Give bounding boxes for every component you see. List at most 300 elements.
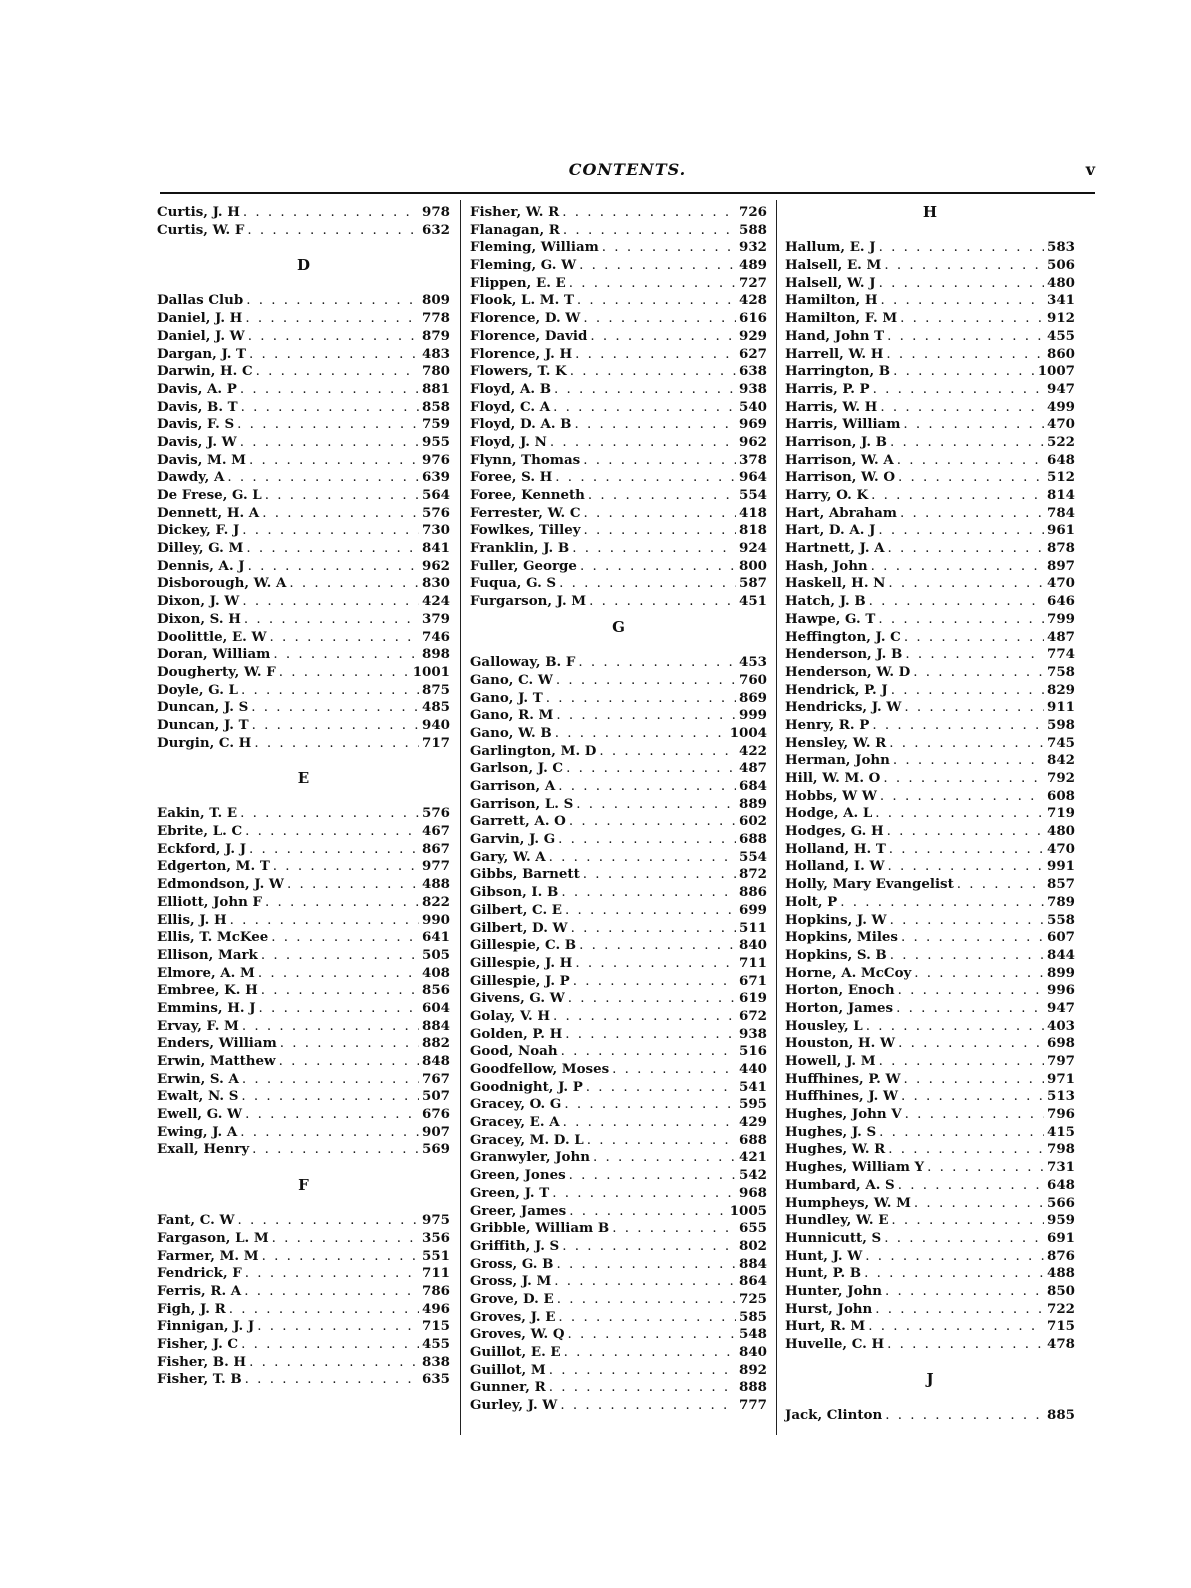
entry-page-number: 800 (739, 557, 767, 574)
entry-page-number: 488 (422, 876, 450, 893)
entry-name: Hobbs, W W (785, 787, 877, 804)
dot-leader (289, 575, 419, 593)
dot-leader (244, 611, 419, 629)
dot-leader (562, 1238, 736, 1256)
index-entry (785, 841, 1075, 859)
index-entry (785, 275, 1075, 293)
entry-page-number: 691 (1047, 1229, 1075, 1246)
entry-page-number: 513 (1047, 1088, 1075, 1105)
entry-page-number: 408 (422, 964, 450, 981)
entry-name: Flook, L. M. T (470, 292, 574, 309)
entry-name: Elmore, A. M (157, 964, 255, 981)
dot-leader (903, 416, 1044, 434)
entry-name: Edmondson, J. W (157, 876, 284, 893)
entry-page-number: 512 (1047, 469, 1075, 486)
index-entry (157, 204, 450, 222)
dot-leader (279, 664, 410, 682)
dot-leader (555, 725, 727, 743)
dot-leader (245, 1265, 419, 1283)
entry-page-number: 715 (422, 1318, 450, 1335)
entry-name: Flippen, E. E (470, 274, 566, 291)
index-entry (470, 707, 767, 725)
index-entry (785, 912, 1075, 930)
entry-page-number: 940 (422, 716, 450, 733)
entry-page-number: 341 (1047, 292, 1075, 309)
index-entry (157, 505, 450, 523)
index-entry (785, 558, 1075, 576)
entry-name: Erwin, S. A (157, 1070, 239, 1087)
index-entry (157, 346, 450, 364)
dot-leader (873, 381, 1044, 399)
dot-leader (872, 717, 1044, 735)
entry-name: Hurt, R. M (785, 1318, 866, 1335)
index-entry (785, 487, 1075, 505)
entry-name: Holt, P (785, 893, 838, 910)
entry-page-number: 505 (422, 946, 450, 963)
entry-page-number: 516 (739, 1043, 767, 1060)
entry-page-number: 799 (1047, 610, 1075, 627)
index-entry (157, 629, 450, 647)
index-entry (157, 1301, 450, 1319)
page-number: v (1085, 160, 1095, 179)
entry-page-number: 882 (422, 1035, 450, 1052)
dot-leader (576, 796, 736, 814)
entry-name: Hughes, W. R (785, 1141, 886, 1158)
entry-name: Hunt, J. W (785, 1247, 863, 1264)
index-entry (470, 1043, 767, 1061)
dot-leader (227, 469, 419, 487)
entry-page-number: 722 (1047, 1300, 1075, 1317)
entry-page-number: 911 (1047, 699, 1075, 716)
dot-leader (245, 823, 419, 841)
index-column-1 (157, 204, 450, 1389)
index-entry (785, 1195, 1075, 1213)
entry-name: Davis, B. T (157, 398, 238, 415)
entry-page-number: 671 (739, 972, 767, 989)
entry-page-number: 699 (739, 901, 767, 918)
entry-page-number: 841 (422, 540, 450, 557)
index-entry (785, 1000, 1075, 1018)
entry-name: Haskell, H. N (785, 575, 886, 592)
entry-page-number: 403 (1047, 1017, 1075, 1034)
entry-page-number: 745 (1047, 734, 1075, 751)
entry-page-number: 975 (422, 1212, 450, 1229)
dot-leader (586, 1079, 736, 1097)
entry-page-number: 672 (739, 1007, 767, 1024)
entry-name: Edgerton, M. T (157, 858, 270, 875)
index-entry (470, 452, 767, 470)
entry-page-number: 499 (1047, 398, 1075, 415)
entry-name: Galloway, B. F (470, 654, 576, 671)
entry-name: Harry, O. K (785, 487, 869, 503)
dot-leader (564, 1096, 736, 1114)
index-entry (785, 858, 1075, 876)
entry-page-number: 840 (739, 937, 767, 954)
entry-page-number: 961 (1047, 522, 1075, 539)
entry-name: Exall, Henry (157, 1141, 250, 1158)
entry-page-number: 860 (1047, 345, 1075, 362)
index-entry (785, 1088, 1075, 1106)
dot-leader (241, 1336, 419, 1354)
index-entry (470, 813, 767, 831)
dot-leader (888, 540, 1044, 558)
entry-name: Gross, G. B (470, 1255, 554, 1272)
entry-page-number: 627 (739, 345, 767, 362)
entry-page-number: 648 (1047, 451, 1075, 468)
entry-name: Fargason, L. M (157, 1229, 269, 1246)
entry-page-number: 802 (739, 1237, 767, 1254)
entry-name: Florence, J. H (470, 345, 573, 362)
dot-leader (888, 575, 1044, 593)
entry-page-number: 595 (739, 1096, 767, 1113)
index-entry (470, 955, 767, 973)
index-entry (470, 1079, 767, 1097)
entry-name: Holly, Mary Evangelist (785, 876, 954, 893)
index-entry (470, 434, 767, 452)
entry-page-number: 850 (1047, 1282, 1075, 1299)
entry-name: Fisher, B. H (157, 1353, 247, 1370)
entry-page-number: 814 (1047, 487, 1075, 503)
index-entry (785, 1071, 1075, 1089)
entry-page-number: 725 (739, 1290, 767, 1307)
dot-leader (887, 1336, 1044, 1354)
entry-name: Garlson, J. C (470, 760, 564, 777)
index-entry (157, 735, 450, 753)
entry-name: Dilley, G. M (157, 540, 244, 557)
entry-page-number: 844 (1047, 946, 1075, 963)
index-entry (785, 982, 1075, 1000)
dot-leader (248, 328, 419, 346)
entry-name: Harris, W. H (785, 398, 878, 415)
dot-leader (881, 292, 1045, 310)
entry-page-number: 892 (739, 1361, 767, 1378)
entry-name: Davis, F. S (157, 416, 235, 433)
entry-page-number: 604 (422, 999, 450, 1016)
dot-leader (879, 1124, 1044, 1142)
entry-page-number: 881 (422, 380, 450, 397)
index-entry (785, 1407, 1075, 1425)
index-entry (785, 452, 1075, 470)
entry-page-number: 964 (739, 469, 767, 486)
index-entry (785, 1212, 1075, 1230)
entry-page-number: 1007 (1037, 363, 1075, 380)
entry-name: Fleming, G. W (470, 257, 577, 274)
index-entry (157, 540, 450, 558)
entry-page-number: 778 (422, 310, 450, 327)
index-entry (470, 937, 767, 955)
entry-name: Groves, J. E (470, 1308, 556, 1325)
entry-name: Greer, James (470, 1202, 567, 1219)
entry-name: Ewing, J. A (157, 1123, 238, 1140)
entry-page-number: 608 (1047, 787, 1075, 804)
entry-page-number: 932 (739, 239, 767, 256)
entry-page-number: 842 (1047, 752, 1075, 769)
dot-leader (564, 1344, 736, 1362)
dot-leader (879, 1053, 1044, 1071)
entry-page-number: 684 (739, 778, 767, 794)
dot-leader (889, 735, 1044, 753)
dot-leader (602, 239, 736, 257)
entry-name: Hodges, G. H (785, 823, 884, 840)
dot-leader (561, 884, 736, 902)
index-entry (785, 1124, 1075, 1142)
entry-page-number: 822 (422, 893, 450, 910)
entry-page-number: 780 (422, 363, 450, 380)
entry-name: Hughes, J. S (785, 1123, 877, 1140)
entry-name: Gary, W. A (470, 848, 546, 865)
dot-leader (555, 469, 736, 487)
entry-page-number: 878 (1047, 540, 1075, 557)
index-entry (157, 682, 450, 700)
entry-name: Hendricks, J. W (785, 699, 902, 716)
entry-name: Gano, R. M (470, 707, 554, 724)
index-entry (470, 902, 767, 920)
entry-name: Holland, H. T (785, 840, 886, 857)
index-entry (157, 1106, 450, 1124)
dot-leader (557, 1291, 736, 1309)
dot-leader (565, 1026, 736, 1044)
entry-name: Gracey, M. D. L (470, 1131, 584, 1148)
entry-name: Housley, L (785, 1017, 863, 1034)
entry-page-number: 688 (739, 1131, 767, 1148)
entry-page-number: 938 (739, 380, 767, 397)
entry-name: Halsell, W. J (785, 274, 876, 291)
dot-leader (273, 646, 419, 664)
index-entry (785, 823, 1075, 841)
dot-leader (898, 1035, 1044, 1053)
index-entry (157, 1088, 450, 1106)
dot-leader (560, 1397, 736, 1415)
index-entry (470, 346, 767, 364)
index-entry (470, 1291, 767, 1309)
index-entry (785, 717, 1075, 735)
dot-leader (549, 1362, 736, 1380)
index-entry (470, 866, 767, 884)
entry-name: Garlington, M. D (470, 742, 597, 759)
entry-page-number: 478 (1047, 1336, 1075, 1352)
entry-page-number: 488 (1047, 1265, 1075, 1282)
entry-name: Hash, John (785, 557, 868, 574)
index-entry (785, 646, 1075, 664)
entry-page-number: 676 (422, 1106, 450, 1123)
entry-page-number: 789 (1047, 893, 1075, 910)
dot-leader (569, 1203, 727, 1221)
entry-page-number: 483 (422, 345, 450, 362)
entry-name: Green, J. T (470, 1184, 550, 1201)
index-entry (470, 558, 767, 576)
index-entry (785, 416, 1075, 434)
entry-name: Farmer, M. M (157, 1247, 259, 1264)
dot-leader (588, 487, 736, 505)
entry-name: Green, Jones (470, 1167, 566, 1184)
index-entry (785, 593, 1075, 611)
entry-page-number: 489 (739, 257, 767, 274)
index-entry (470, 920, 767, 938)
entry-name: Gracey, E. A (470, 1114, 560, 1131)
entry-page-number: 884 (422, 1017, 450, 1034)
entry-name: Good, Noah (470, 1043, 558, 1060)
index-entry (470, 796, 767, 814)
index-entry (785, 363, 1075, 381)
entry-page-number: 558 (1047, 911, 1075, 928)
dot-leader (914, 965, 1044, 983)
index-entry (470, 1132, 767, 1150)
entry-page-number: 830 (422, 575, 450, 592)
spacer (785, 222, 1075, 240)
dot-leader (247, 222, 419, 240)
entry-page-number: 818 (739, 522, 767, 539)
index-entry (157, 699, 450, 717)
entry-page-number: 470 (1047, 416, 1075, 433)
dot-leader (866, 1018, 1044, 1036)
spacer (785, 1389, 1075, 1407)
dot-leader (257, 1318, 419, 1336)
dot-leader (249, 346, 419, 364)
index-entry (785, 469, 1075, 487)
entry-name: Humbard, A. S (785, 1176, 895, 1193)
index-entry (470, 973, 767, 991)
section-heading: H (922, 203, 938, 221)
index-entry (470, 239, 767, 257)
index-entry (785, 1018, 1075, 1036)
entry-name: Foree, Kenneth (470, 487, 585, 503)
entry-page-number: 897 (1047, 557, 1075, 574)
entry-name: Hawpe, G. T (785, 610, 876, 627)
entry-name: Dickey, F. J (157, 522, 240, 539)
index-entry (470, 760, 767, 778)
index-entry (157, 611, 450, 629)
index-entry (157, 1035, 450, 1053)
dot-leader (565, 902, 736, 920)
entry-name: Flanagan, R (470, 221, 560, 238)
dot-leader (242, 593, 419, 611)
dot-leader (273, 858, 419, 876)
dot-leader (280, 1035, 419, 1053)
entry-page-number: 869 (739, 689, 767, 706)
entry-name: Hughes, John V (785, 1106, 902, 1123)
dot-leader (864, 1265, 1044, 1283)
entry-page-number: 487 (739, 760, 767, 777)
entry-name: Garrison, L. S (470, 795, 574, 812)
entry-name: Ewalt, N. S (157, 1088, 239, 1105)
dot-leader (563, 1114, 736, 1132)
entry-name: Gano, J. T (470, 689, 543, 706)
entry-name: Floyd, J. N (470, 433, 547, 450)
dot-leader (896, 1000, 1044, 1018)
index-entry (785, 346, 1075, 364)
dot-leader (258, 965, 419, 983)
entry-page-number: 767 (422, 1070, 450, 1087)
dot-leader (865, 1248, 1044, 1266)
dot-leader (259, 1000, 419, 1018)
index-entry (157, 717, 450, 735)
index-entry (470, 1256, 767, 1274)
entry-name: Hughes, William Y (785, 1159, 925, 1176)
index-entry (785, 1265, 1075, 1283)
entry-page-number: 554 (739, 487, 767, 503)
index-entry (157, 487, 450, 505)
index-entry (157, 1000, 450, 1018)
index-entry (785, 788, 1075, 806)
index-entry (785, 1053, 1075, 1071)
entry-page-number: 872 (739, 866, 767, 883)
entry-page-number: 777 (739, 1397, 767, 1414)
entry-name: Fleming, William (470, 239, 599, 256)
index-entry (157, 363, 450, 381)
index-entry (785, 1318, 1075, 1336)
entry-name: Dargan, J. T (157, 345, 247, 362)
index-entry (157, 982, 450, 1000)
dot-leader (897, 452, 1044, 470)
index-entry (157, 1053, 450, 1071)
dot-leader (575, 346, 736, 364)
dot-leader (246, 292, 419, 310)
index-entry (157, 469, 450, 487)
index-entry (470, 672, 767, 690)
dot-leader (893, 752, 1044, 770)
entry-name: Emmins, H. J (157, 999, 256, 1016)
spacer (157, 239, 450, 257)
dot-leader (574, 416, 736, 434)
index-entry (785, 1141, 1075, 1159)
entry-name: Hodge, A. L (785, 805, 873, 822)
dot-leader (242, 1018, 419, 1036)
index-entry (157, 1212, 450, 1230)
index-entry (157, 1265, 450, 1283)
entry-name: Furgarson, J. M (470, 593, 587, 610)
entry-name: Hallum, E. J (785, 239, 876, 256)
dot-leader (904, 629, 1044, 647)
index-entry (470, 575, 767, 593)
dot-leader (587, 1132, 736, 1150)
dot-leader (584, 522, 736, 540)
dot-leader (589, 593, 736, 611)
dot-leader (914, 1195, 1044, 1213)
entry-page-number: 541 (739, 1078, 767, 1095)
index-entry (157, 823, 450, 841)
index-entry (785, 239, 1075, 257)
entry-name: Heffington, J. C (785, 628, 901, 645)
dot-leader (240, 1124, 419, 1142)
entry-name: Duncan, J. T (157, 716, 249, 733)
dot-leader (612, 1220, 736, 1238)
entry-name: Flowers, T. K (470, 363, 567, 380)
dot-leader (893, 363, 1035, 381)
entry-name: Golay, V. H (470, 1007, 550, 1024)
dot-leader (556, 672, 736, 690)
entry-name: Dixon, S. H (157, 610, 241, 627)
entry-name: Hendrick, P. J (785, 681, 888, 698)
entry-page-number: 506 (1047, 257, 1075, 274)
index-entry (470, 990, 767, 1008)
index-entry (470, 1096, 767, 1114)
entry-name: Erwin, Matthew (157, 1053, 276, 1069)
index-entry (470, 1344, 767, 1362)
dot-leader (229, 1301, 419, 1319)
entry-name: Gibbs, Barnett (470, 866, 580, 883)
entry-name: Doran, William (157, 646, 271, 663)
index-entry (470, 1397, 767, 1415)
entry-name: Fant, C. W (157, 1212, 235, 1229)
dot-leader (569, 1167, 736, 1185)
entry-name: Fisher, J. C (157, 1336, 239, 1352)
entry-name: Harrington, B (785, 363, 891, 380)
index-entry (157, 805, 450, 823)
index-entry (470, 310, 767, 328)
index-entry (157, 452, 450, 470)
dot-leader (875, 805, 1044, 823)
dot-leader (559, 575, 736, 593)
